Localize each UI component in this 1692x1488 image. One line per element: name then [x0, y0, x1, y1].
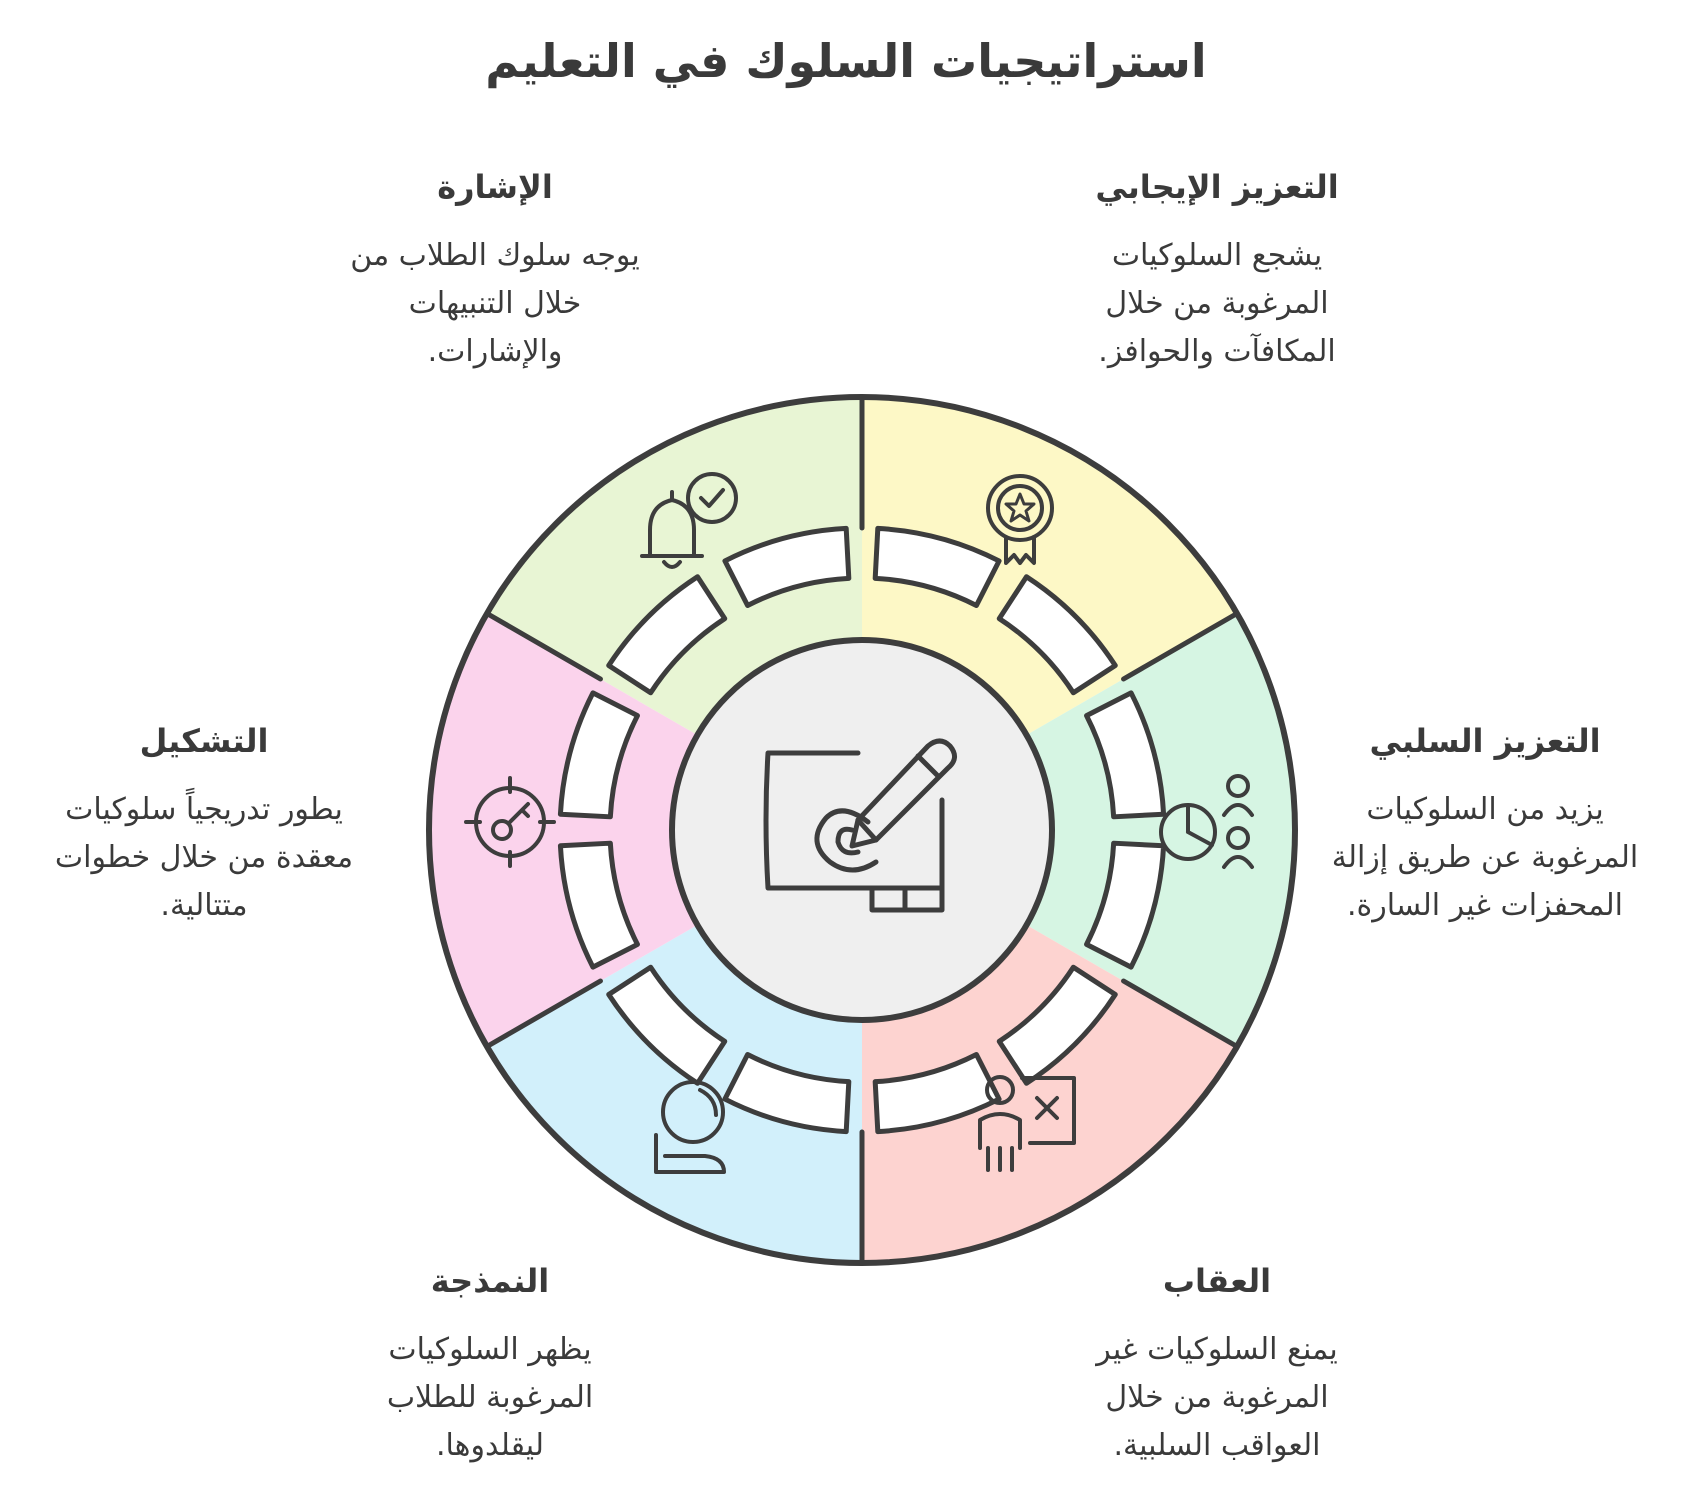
heading-punishment: العقاب: [1162, 1262, 1272, 1300]
label-positive-reinforcement: [1032, 168, 1402, 376]
heading-modeling: النمذجة: [430, 1262, 550, 1300]
description-positive-reinforcement: يشجع السلوكيات المرغوبة من خلال المكافآت والحوافز.: [1098, 238, 1336, 369]
page-title: استراتيجيات السلوك في التعليم: [485, 34, 1207, 88]
label-punishment: [1032, 1262, 1402, 1470]
label-modeling: [300, 1262, 680, 1470]
description-shaping: يطور تدريجياً سلوكيات معقدة من خلال خطوات متتالية.: [54, 792, 354, 923]
label-negative-reinforcement: [1290, 722, 1680, 930]
center-circle: [672, 640, 1052, 1020]
description-negative-reinforcement: يزيد من السلوكيات المرغوبة عن طريق إزالة المحفزات غير السارة.: [1331, 792, 1639, 923]
description-modeling: يظهر السلوكيات المرغوبة للطلاب ليقلدوها.: [386, 1332, 594, 1463]
description-cueing: يوجه سلوك الطلاب من خلال التنبيهات والإشارات.: [350, 238, 640, 369]
heading-negative-reinforcement: التعزيز السلبي: [1369, 722, 1601, 760]
heading-shaping: التشكيل: [139, 722, 269, 760]
heading-cueing: الإشارة: [437, 168, 553, 206]
label-shaping: [14, 722, 394, 930]
label-cueing: [300, 168, 690, 376]
heading-positive-reinforcement: التعزيز الإيجابي: [1095, 168, 1339, 206]
description-punishment: يمنع السلوكيات غير المرغوبة من خلال العواقب السلبية.: [1096, 1332, 1338, 1463]
